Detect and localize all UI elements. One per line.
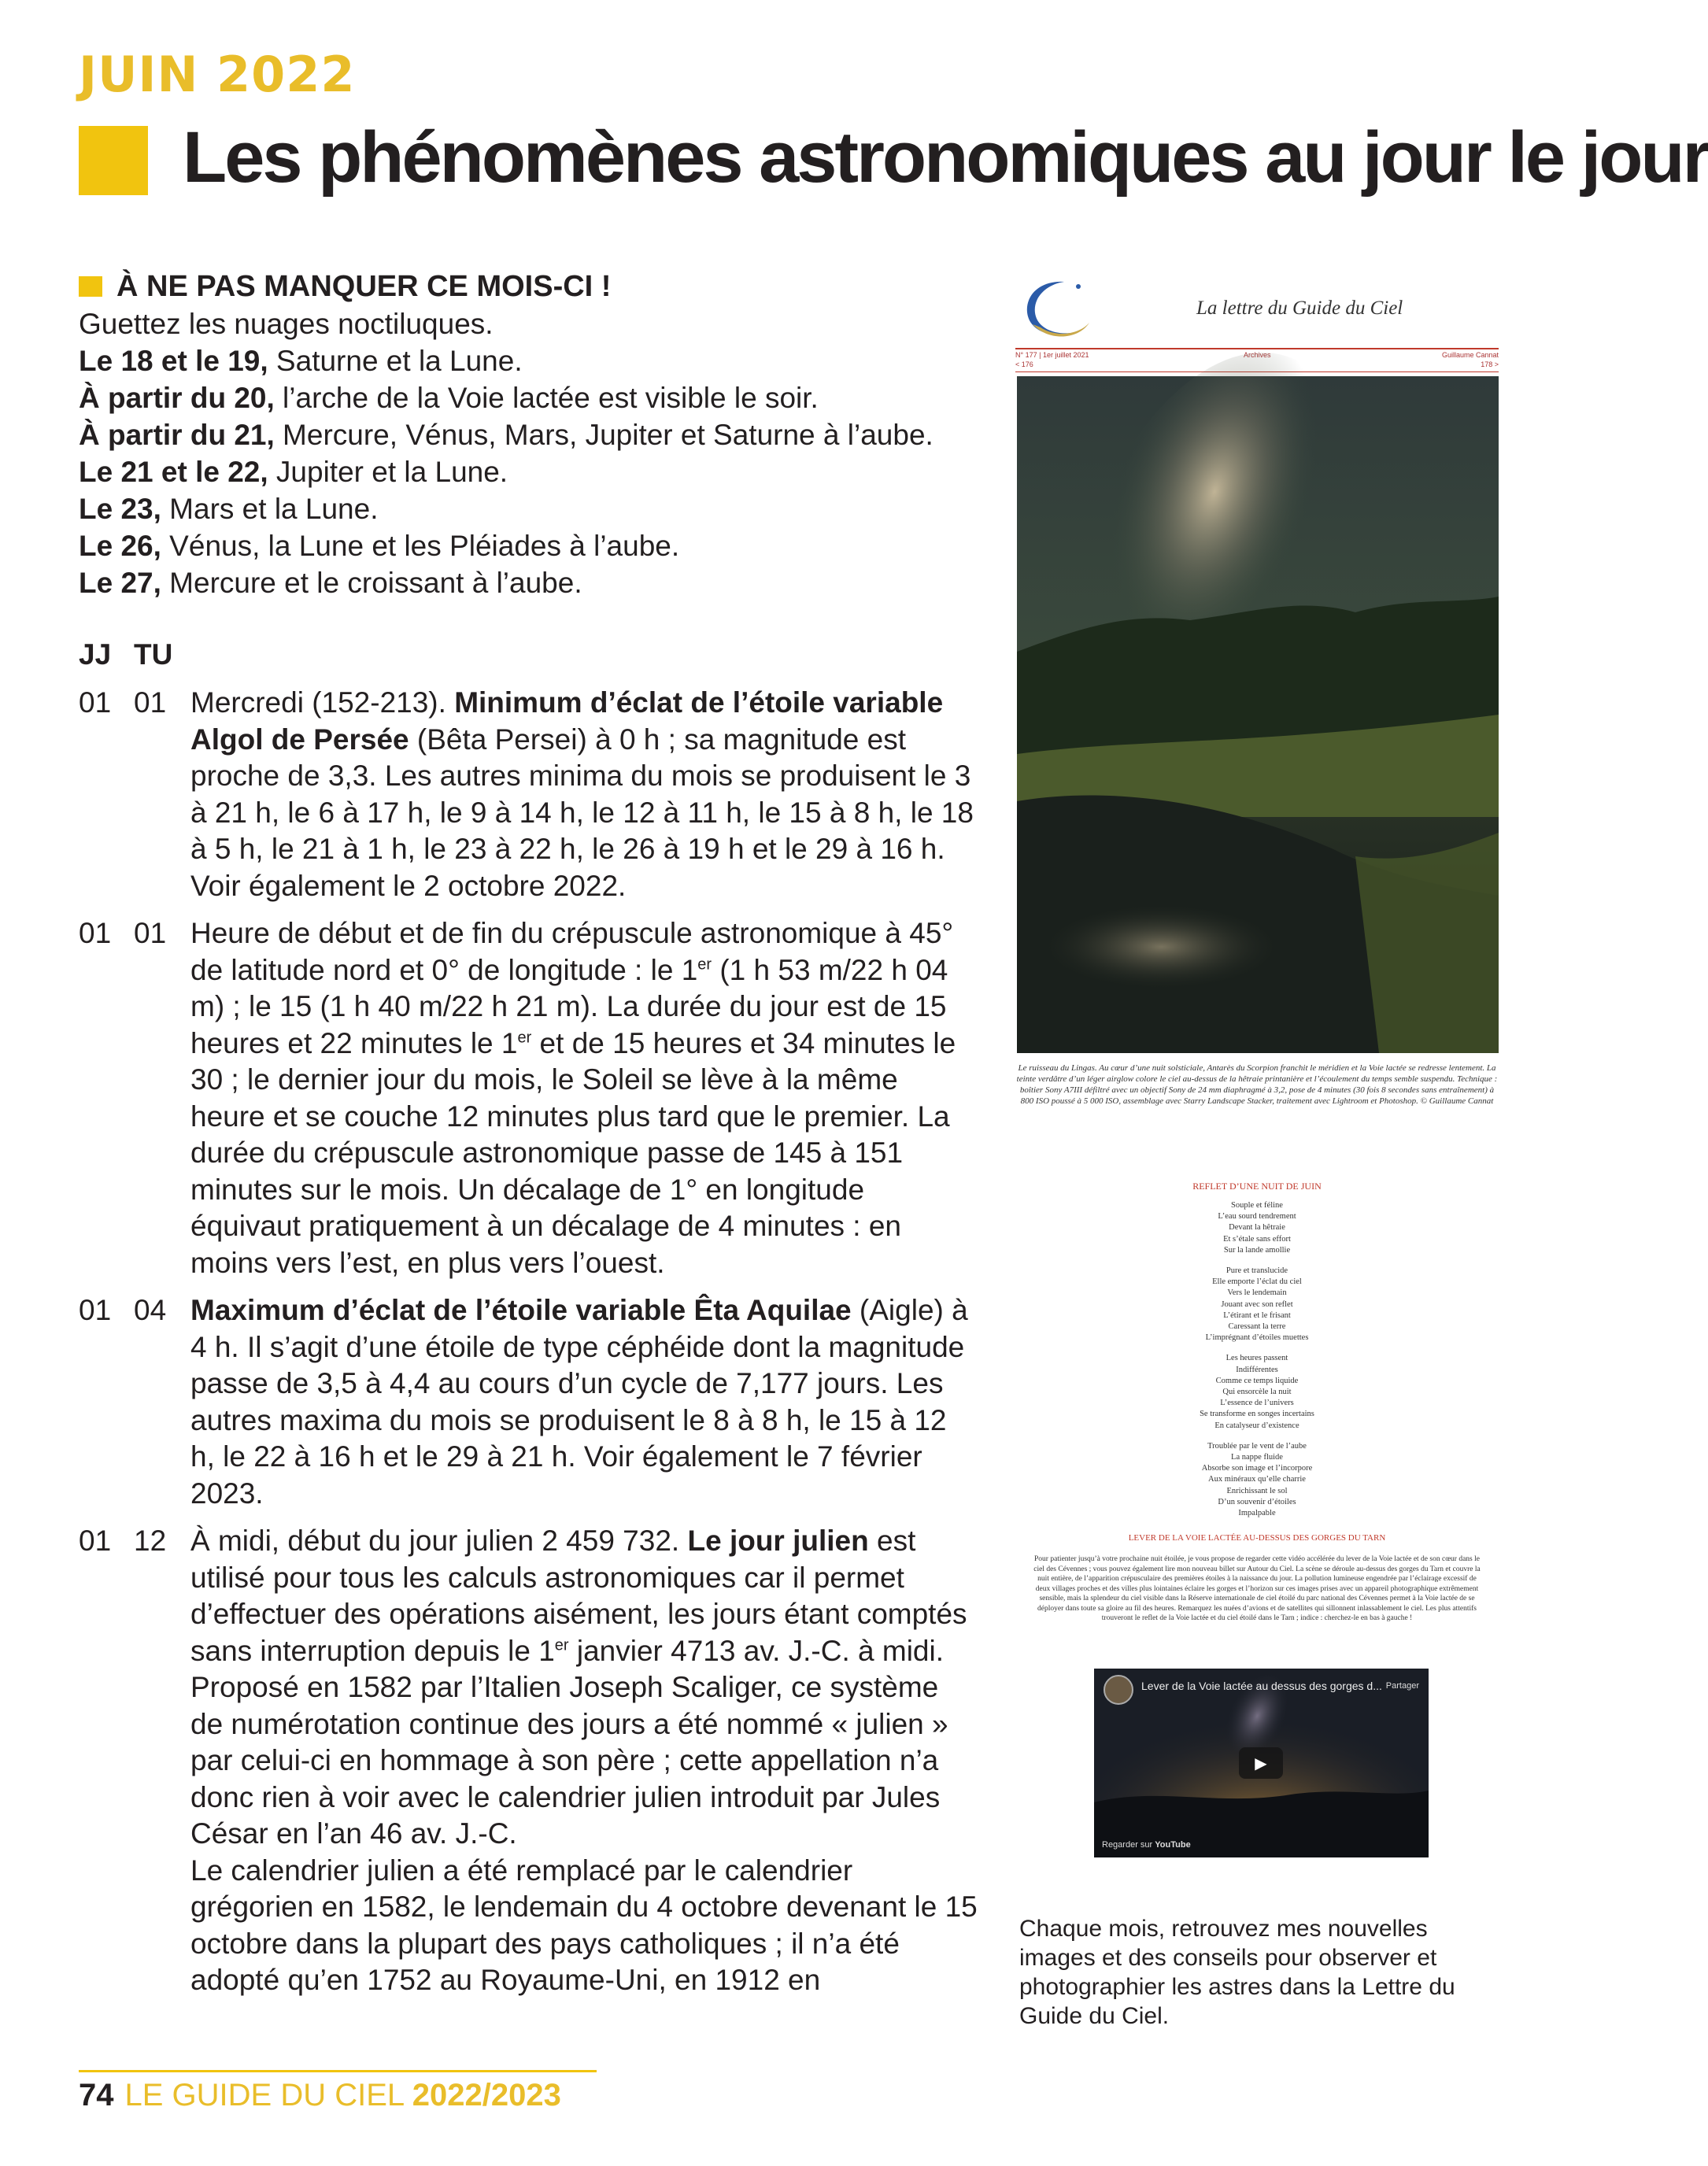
heading-square-icon xyxy=(79,276,102,297)
entry-day: 01 xyxy=(79,686,112,719)
poem-line: Absorbe son image et l’incorpore xyxy=(1201,1464,1313,1473)
poem-line: Les heures passent xyxy=(1226,1354,1288,1363)
poem-line: D’un souvenir d’étoiles xyxy=(1218,1497,1296,1506)
page-number: 74 xyxy=(79,2078,114,2112)
entry-row xyxy=(79,685,984,904)
photo-caption: Le ruisseau du Lingas. Au cœur d’une nuit solsticiale, Antarès du Scorpion franchit le méridien et la Voie lactée se redresse lentement. La teinte verdâtre d’un léger airglow colore le ciel au-dessus de la hêtraie printanière et l’écoulement du temps semble suspendu. Technique : boîtier Sony A7III défiltré avec un objectif Sony de 24 mm diaphragmé à 3,2, pose de 4 minutes (30 fois 8 secondes sans entraînement) à 800 ISO poussé à 5 000 ISO, assemblage avec Starry Landscape Stacker, traitement avec Lightroom et Photoshop. © Guillaume Cannat xyxy=(1016,1063,1498,1106)
entry-bold: Le jour julien xyxy=(687,1525,869,1557)
entry-text xyxy=(190,915,978,1281)
poem-line: Enrichissant le sol xyxy=(1226,1486,1288,1495)
entry-rest: Le calendrier julien a été remplacé par le calendrier grégorien en 1582, le lendemain du 4 octobre devenant le 15 octobre dans la plupart des pays catholiques ; il n’a été adopté qu’en 1752 au Royaume-Uni, en 1912 en xyxy=(190,1854,978,1996)
poem-line: Aux minéraux qu’elle charrie xyxy=(1208,1475,1306,1484)
entry-part: et de 15 heures et 34 minutes le 30 ; le dernier jour du mois, le Soleil se lève à la même heure et se couche 12 minutes plus tard que le premier. La durée du crépuscule astronomique passe de 145 à 151 minutes sur le mois. Un décalage de 1° en longitude équivaut pratiquement à un décalage de 4 minutes : en moins vers l’est, en plus vers l’ouest. xyxy=(190,1026,956,1279)
entry-sup: er xyxy=(554,1636,569,1654)
watch-on-youtube[interactable] xyxy=(1102,1840,1191,1850)
poem-line: Se transforme en songes incertains xyxy=(1200,1410,1314,1419)
newsletter-title: La lettre du Guide du Ciel xyxy=(1196,298,1403,319)
poem-line: Pure et translucide xyxy=(1226,1266,1288,1276)
side-note: Chaque mois, retrouvez mes nouvelles images et des conseils pour observer et photographier les astres dans la Lettre du Guide du Ciel. xyxy=(1019,1916,1455,2029)
poem-line: Sur la lande amollie xyxy=(1223,1245,1291,1255)
poem-line: Devant la hêtraie xyxy=(1229,1223,1285,1233)
video-section-title: LEVER DE LA VOIE LACTÉE AU-DESSUS DES GORGES DU TARN xyxy=(1128,1533,1386,1543)
entry-bold: Minimum d’éclat de l’étoile variable Algol de Persée xyxy=(190,686,944,756)
page-title: Les phénomènes astronomiques au jour le jour xyxy=(183,117,1708,198)
poem-line: L’étirant et le frisant xyxy=(1223,1310,1291,1320)
entry-lead: À midi, début du jour julien 2 459 732. xyxy=(190,1525,688,1557)
highlight-text: Saturne et la Lune. xyxy=(268,345,523,377)
highlight-item xyxy=(79,416,984,453)
entry-sup: er xyxy=(697,955,712,974)
highlights-heading xyxy=(79,268,984,305)
poem-line: Impalpable xyxy=(1238,1509,1276,1518)
highlight-text: Guettez les nuages noctiluques. xyxy=(79,308,494,340)
poem-stanza xyxy=(1015,1353,1499,1431)
newsletter-preview xyxy=(1015,275,1503,1865)
highlights-heading-text: À NE PAS MANQUER CE MOIS-CI ! xyxy=(116,270,612,303)
entry-rest: janvier 4713 av. J.-C. à midi. Proposé en 1582 par l’Italien Joseph Scaliger, ce système de numérotation continue des jours a été nommé « julien » par celui-ci en hommage à son père ; cette appellation n’a donc rien à voir avec le calendrier julien introduit par Jules César en l’an 46 av. J.-C. xyxy=(190,1634,948,1850)
highlight-date: Le 21 et le 22, xyxy=(79,456,268,488)
poem-line: L’essence de l’univers xyxy=(1220,1399,1294,1408)
entry-part: Heure de début et de fin du crépuscule astronomique à 45° de latitude nord et 0° de longitude : le 1 xyxy=(190,917,954,986)
newsletter-next-link[interactable]: 178 > xyxy=(1481,360,1499,368)
newsletter-issue: N° 177 | 1er juillet 2021 xyxy=(1015,351,1089,359)
entry-sup: er xyxy=(517,1029,532,1047)
highlight-date: Le 23, xyxy=(79,493,161,525)
poem-title: REFLET D’UNE NUIT DE JUIN xyxy=(1192,1181,1322,1192)
poem-stanza xyxy=(1015,1200,1499,1256)
entry-time: 01 xyxy=(134,917,167,949)
poem-stanza xyxy=(1015,1266,1499,1344)
highlight-item xyxy=(79,527,984,564)
poem-line: Souple et féline xyxy=(1231,1201,1283,1210)
poem-line: Comme ce temps liquide xyxy=(1215,1376,1299,1385)
highlight-date: Le 27, xyxy=(79,567,161,599)
entry-part: (1 h 53 m/22 h 04 m) ; le 15 (1 h 40 m/22 h 21 m). La durée du jour est de 15 heures et 22 minutes le 1 xyxy=(190,953,948,1059)
poem-line: Indifférentes xyxy=(1236,1365,1278,1374)
newsletter-prev-link[interactable]: < 176 xyxy=(1015,360,1033,368)
entry-time: 01 xyxy=(134,686,167,719)
video-section-text: Pour patienter jusqu’à votre prochaine nuit étoilée, je vous propose de regarder cette vidéo accélérée du lever de la Voie lactée et de son cœur dans le ciel des Cévennes ; vous pouvez également lire mon nouveau billet sur Autour du Ciel. La scène se déroule au-dessus des gorges du Tarn et couvre la nuit entière, de l’apparition crépusculaire des premières étoiles à la naissance du jour. La pollution lumineuse engendrée par l’éclairage excessif de deux villages proches et des villes plus lointaines éclaire les gorges et l’horizon sur ces images prises avec un appareil photographique extrêmement sensible, mais la splendeur du ciel visible dans la Réserve internationale de ciel étoilé du parc national des Cévennes permet à la Voie lactée de se déployer dans toute sa gloire au fil des heures. Remarquez les nuées d’avions et de satellites qui sillonnent inlassablement le ciel. Les plus attentifs trouveront le reflet de la Voie lactée et du ciel étoilé dans le Tarn ; indice : cherchez-le en bas à gauche ! xyxy=(1033,1555,1481,1622)
poem-stanza xyxy=(1015,1441,1499,1519)
highlight-text: Vénus, la Lune et les Pléiades à l’aube. xyxy=(161,530,680,562)
newsletter-author: Guillaume Cannat xyxy=(1441,351,1499,359)
poem-line: En catalyseur d’existence xyxy=(1214,1421,1299,1430)
column-header-tu: TU xyxy=(134,638,173,671)
entry-row xyxy=(79,915,984,1281)
month-heading: JUIN 2022 xyxy=(79,46,356,103)
entry-rest: est utilisé pour tous les calculs astronomiques car il permet d’effectuer des opérations aisément, les jours étant comptés sans interruption depuis le 1 xyxy=(190,1525,967,1667)
entry-day: 01 xyxy=(79,1294,112,1326)
highlight-text: l’arche de la Voie lactée est visible le soir. xyxy=(274,382,819,414)
poem-line: Qui ensorcèle la nuit xyxy=(1222,1388,1292,1397)
column-header-jj: JJ xyxy=(79,638,112,671)
highlight-text: Mercure, Vénus, Mars, Jupiter et Saturne à l’aube. xyxy=(274,419,933,451)
entry-row xyxy=(79,1292,984,1512)
poem-line: Et s’étale sans effort xyxy=(1223,1234,1291,1244)
video-player[interactable] xyxy=(1094,1669,1429,1857)
highlight-item xyxy=(79,342,984,379)
video-share-button[interactable]: Partager xyxy=(1385,1681,1419,1691)
highlight-text: Jupiter et la Lune. xyxy=(268,456,508,488)
poem-line: La nappe fluide xyxy=(1231,1453,1283,1462)
column-headers xyxy=(79,633,984,677)
poem-line: Elle emporte l’éclat du ciel xyxy=(1212,1277,1302,1287)
entry-text xyxy=(190,685,978,904)
entry-row xyxy=(79,1523,984,1999)
main-column xyxy=(79,268,984,2010)
poem-line: Jouant avec son reflet xyxy=(1221,1299,1293,1309)
entry-time: 04 xyxy=(134,1294,167,1326)
book-years: 2022/2023 xyxy=(412,2078,561,2112)
entry-rest: (Bêta Persei) à 0 h ; sa magnitude est proche de 3,3. Les autres minima du mois se produisent le 3 à 21 h, le 6 à 17 h, le 9 à 14 h, le 12 à 11 h, le 15 à 8 h, le 18 à 5 h, le 21 à 1 h, le 23 à 22 h, le 26 à 19 h et le 29 à 16 h. Voir également le 2 octobre 2022. xyxy=(190,723,974,902)
book-title: LE GUIDE DU CIEL xyxy=(124,2078,412,2112)
entry-text xyxy=(190,1523,978,1999)
highlight-date: À partir du 21, xyxy=(79,419,275,451)
entry-text xyxy=(190,1292,978,1512)
entry-day: 01 xyxy=(79,917,112,949)
watch-label: Regarder sur xyxy=(1102,1840,1153,1850)
play-icon[interactable]: ▶ xyxy=(1239,1747,1283,1779)
entry-day: 01 xyxy=(79,1525,112,1557)
highlights-list xyxy=(79,305,984,601)
poem-line: L’eau sourd tendrement xyxy=(1218,1212,1296,1222)
poem xyxy=(1015,1200,1499,1528)
highlight-item xyxy=(79,490,984,527)
highlight-item xyxy=(79,379,984,416)
highlight-date: Le 26, xyxy=(79,530,161,562)
highlight-item xyxy=(79,453,984,490)
poem-line: L’imprégnant d’étoiles muettes xyxy=(1205,1333,1309,1343)
title-square xyxy=(79,126,148,195)
poem-line: Vers le lendemain xyxy=(1227,1288,1287,1298)
page-footer xyxy=(79,2078,561,2113)
entry-lead: Mercredi (152-213). xyxy=(190,686,455,719)
milky-way-photo xyxy=(1017,376,1499,1053)
newsletter-logo xyxy=(1017,275,1099,348)
poem-line: Troublée par le vent de l’aube xyxy=(1207,1441,1307,1451)
video-title[interactable]: Lever de la Voie lactée au dessus des gorges d... xyxy=(1141,1680,1382,1692)
entry-bold: Maximum d’éclat de l’étoile variable Êta Aquilae xyxy=(190,1294,852,1326)
highlight-text: Mars et la Lune. xyxy=(161,493,379,525)
highlight-date: Le 18 et le 19, xyxy=(79,345,268,377)
channel-avatar[interactable] xyxy=(1104,1675,1133,1705)
highlight-date: À partir du 20, xyxy=(79,382,275,414)
highlight-text: Mercure et le croissant à l’aube. xyxy=(161,567,582,599)
entry-rest: (Aigle) à 4 h. Il s’agit d’une étoile de type céphéide dont la magnitude passe de 3,5 à 4,4 au cours d’un cycle de 7,177 jours. Les autres maxima du mois se produisent le 8 à 8 h, le 15 à 12 h, le 22 à 16 h et le 29 à 21 h. Voir également le 7 février 2023. xyxy=(190,1294,968,1510)
footer-rule xyxy=(79,2070,597,2072)
highlight-item xyxy=(79,564,984,601)
entries-list xyxy=(79,685,984,1999)
highlight-item xyxy=(79,305,984,342)
poem-line: Caressant la terre xyxy=(1228,1322,1286,1332)
youtube-logo: YouTube xyxy=(1155,1840,1191,1850)
entry-time: 12 xyxy=(134,1525,167,1557)
